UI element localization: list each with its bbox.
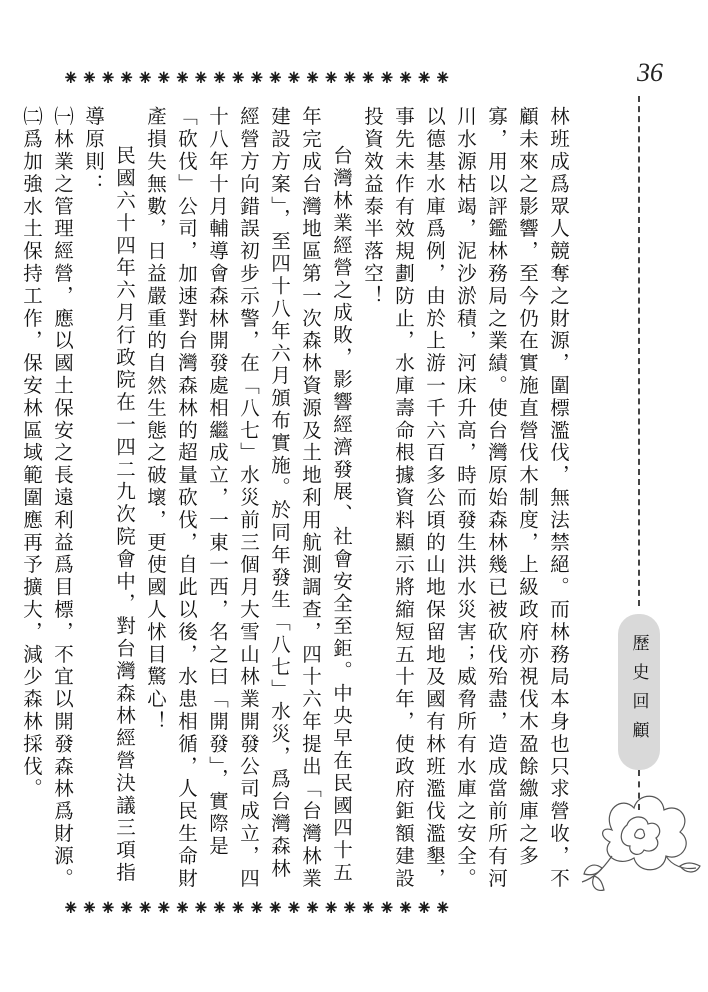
page-number: 36: [637, 58, 663, 87]
section-tab: 歷史回顧: [618, 614, 660, 770]
peony-flower-icon: [572, 770, 708, 900]
paragraph-3: 民國六十四年六月行政院在一四二九次院會中，對台灣森林經營決議三項指導原則：: [82, 106, 136, 885]
body-text: [20, 106, 574, 890]
paragraph-2: 台灣林業經營之成敗，影響經濟發展、社會安全至鉅。中央早在民國四十五年完成台灣地區第一次森林資源及土地利用航測調查，四十六年提出「台灣林業建設方案」，至四十八年六月頒布實施。於同年發生「八七」水災，爲台灣森林經營方向錯誤初步示警，在「八七」水災前三個月大雪山林業開發公司成立，四十八年十月輔導會森林開發處相繼成立，一東一西，名之曰「開發」，實際是「砍伐」公司，加速對台灣森林的超量砍伐，自此以後，水患相循，人民生命財產損失無數，日益嚴重的自然生態之破壞，更使國人怵目驚心！: [144, 106, 353, 890]
margin-dashed-line: [638, 96, 640, 606]
paragraph-1: 林班成爲眾人競奪之財源，圍標濫伐，無法禁絕。而林務局本身也只求營收，不顧未來之影響，至今仍在實施直營伐木制度，上級政府亦視伐木盈餘繳庫之多寡，用以評鑑林務局之業績。使台灣原始森林幾已被砍伐殆盡，造成當前所有河川水源枯竭，泥沙淤積，河床升高，時而發生洪水災害；威脅所有水庫之安全。以德基水庫爲例，由於上游一千六百多公頃的山地保留地及國有林班濫伐濫墾，事先未作有效規劃防止，水庫壽命根據資料顯示將縮短五十年，使政府鉅額建設投資效益泰半落空！: [361, 106, 570, 890]
top-ornament-border: ⁕⁕⁕⁕⁕⁕⁕⁕⁕⁕⁕⁕⁕⁕⁕⁕⁕⁕⁕⁕⁕: [62, 66, 453, 90]
paragraph-5: ㈡爲加強水土保持工作，保安林區域範圍應再予擴大，減少森林採伐。: [20, 106, 43, 801]
paragraph-4: ㈠林業之管理經營，應以國土保安之長遠利益爲目標，不宜以開發森林爲財源。: [51, 106, 74, 890]
bottom-ornament-border: ⁕⁕⁕⁕⁕⁕⁕⁕⁕⁕⁕⁕⁕⁕⁕⁕⁕⁕⁕⁕⁕: [62, 896, 453, 920]
